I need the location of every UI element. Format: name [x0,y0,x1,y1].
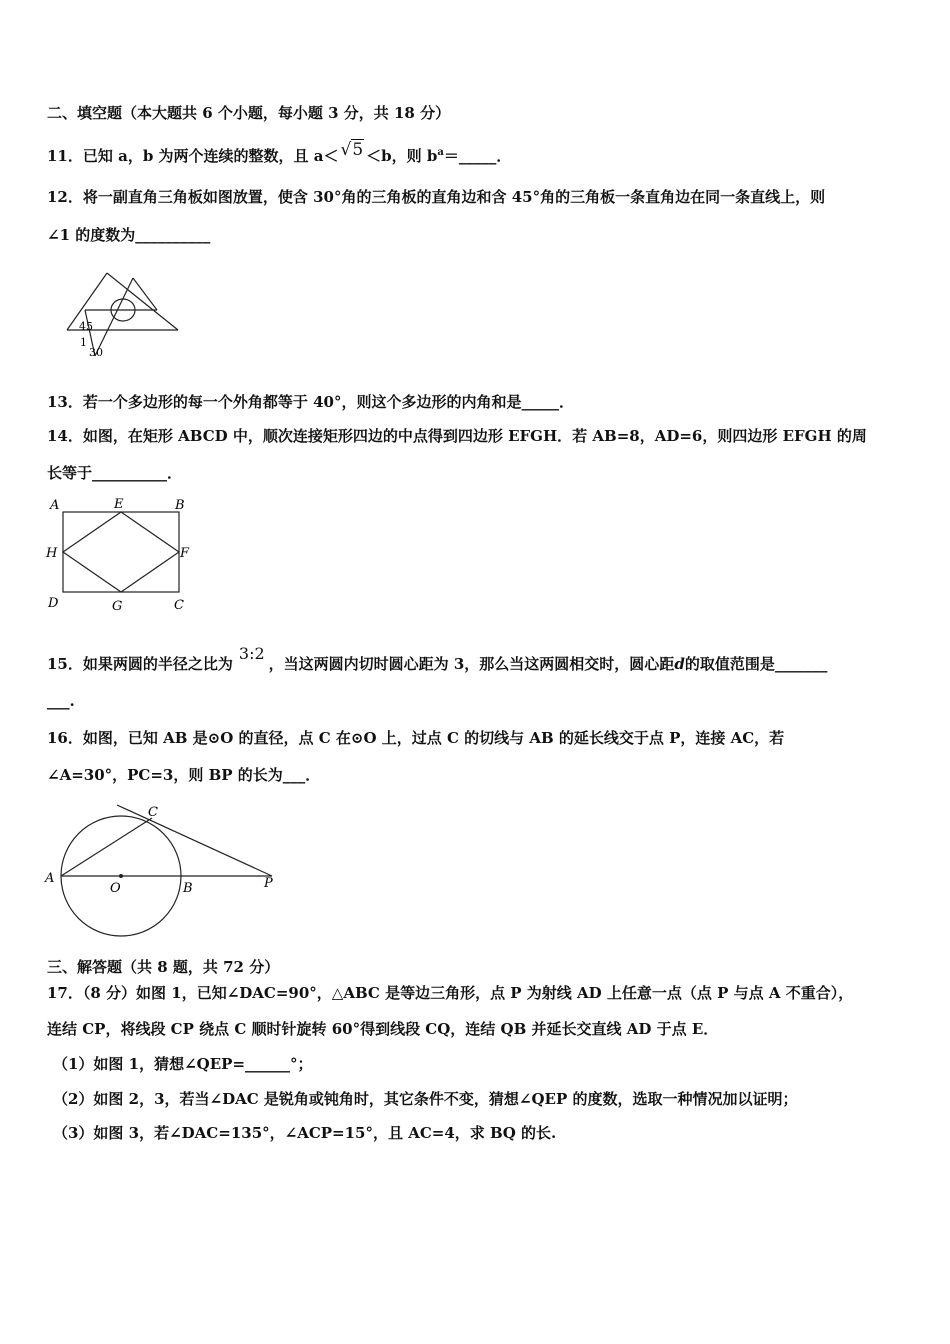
question-17-line2: 连结 CP，将线段 CP 绕点 C 顺时针旋转 60°得到线段 CQ，连结 QB 并延长交直线 AD 于点 E． [47,1020,719,1038]
label-B: B [183,881,193,896]
q11-radicand: 5 [352,140,364,160]
label-B: B [175,498,185,513]
q11-end: ＝_____． [443,147,512,165]
question-15-line2: ___. [47,692,75,710]
section2-heading: 二、填空题（本大题共 6 个小题，每小题 3 分，共 18 分） [47,104,451,122]
q11-post: ＜b，则 b [366,147,438,165]
question-16-line2: ∠A=30°，PC=3，则 BP 的长为___． [47,766,321,784]
label-30: 30 [89,346,103,359]
label-H: H [46,546,58,561]
quadrilateral-EFGH [63,512,179,592]
q15-post: 的取值范围是_______ [684,655,828,673]
triangle30-top [133,278,157,310]
question-16-line1: 16．如图，已知 AB 是⊙O 的直径，点 C 在⊙O 上，过点 C 的切线与 AB 的延长线交于点 P，连接 AC，若 [47,729,785,747]
question-13: 13．若一个多边形的每一个外角都等于 40°，则这个多边形的内角和是_____． [47,393,574,411]
label-G: G [112,599,123,614]
section3-heading: 三、解答题（共 8 题，共 72 分） [47,958,280,976]
question-11 [47,140,511,166]
rectangle-figure [42,493,202,615]
triangle45-hyp [107,273,178,330]
label-P: P [264,876,273,891]
label-A: A [45,871,55,886]
label-1: 1 [80,336,87,349]
sqrt-symbol: √5 [340,140,364,160]
q15-mid: ，当这两圆内切时圆心距为 3，那么当这两圆相交时，圆心距 [268,655,675,673]
question-12-line2: ∠1 的度数为__________ [47,226,211,244]
label-A: A [50,498,60,513]
q15-d: d [674,655,685,673]
question-14-line1: 14．如图，在矩形 ABCD 中，顺次连接矩形四边的中点得到四边形 EFGH．若 AB=8，AD=6，则四边形 EFGH 的周 [47,427,867,445]
question-17-part3: （3）如图 3，若∠DAC=135°，∠ACP=15°，且 AC=4，求 BQ 的长. [53,1124,557,1142]
circle-tangent-figure [42,800,282,940]
rectangle-ABCD [63,512,179,592]
label-C: C [174,598,184,613]
label-O: O [110,881,121,896]
label-C: C [148,805,158,820]
label-E: E [114,497,124,512]
q15-pre: 15．如果两圆的半径之比为 [47,655,233,673]
chord-AC [61,818,152,876]
question-17-part1: （1）如图 1，猜想∠QEP=______°； [53,1055,313,1073]
question-17-line1: 17．（8 分）如图 1，已知∠DAC=90°，△ABC 是等边三角形，点 P 为射线 AD 上任意一点（点 P 与点 A 不重合）， [47,984,854,1002]
label-45: 45 [79,320,93,333]
tangent-line [117,805,272,876]
triangle-set-figure [55,268,185,363]
question-12-line1: 12．将一副直角三角板如图放置，使含 30°角的三角板的直角边和含 45°角的三角板一条直角边在同一条直线上，则 [47,188,826,206]
label-D: D [48,596,59,611]
center-dot [119,874,123,878]
q11-pre: 11．已知 a，b 为两个连续的整数，且 a＜ [47,147,339,165]
q11-exponent: a [437,147,444,158]
question-15-line1 [47,644,827,674]
q15-ratio: 3:2 [238,644,265,663]
question-14-line2: 长等于__________． [47,464,183,482]
question-17-part2: （2）如图 2，3，若当∠DAC 是锐角或钝角时，其它条件不变，猜想∠QEP 的度数，选取一种情况加以证明； [53,1090,798,1108]
label-F: F [180,546,190,561]
